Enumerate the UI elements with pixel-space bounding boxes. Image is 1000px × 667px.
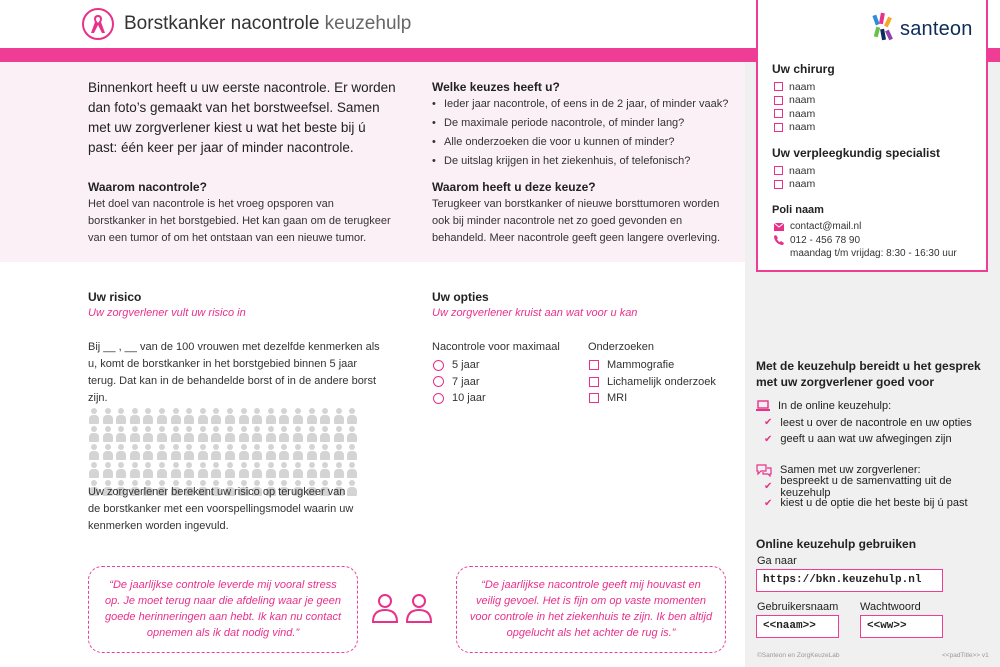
list-item: • Ieder jaar nacontrole, of eens in de 2 jaar, of minder vaak? <box>432 95 732 114</box>
surgeon-title: Uw chirurg <box>772 62 835 76</box>
santeon-logo: santeon <box>872 12 973 46</box>
password-field[interactable]: <<ww>> <box>860 615 943 638</box>
person-icon <box>197 462 209 478</box>
risk-subtitle: Uw zorgverlener vult uw risico in <box>88 307 246 319</box>
choices-title: Welke keuzes heeft u? <box>432 80 560 94</box>
risk-calc-text: Uw zorgverlener berekent uw risico op terugkeer van de borstkanker met een voorspellingsmodel waarin uw kenmerken worden ingevuld. <box>88 486 354 532</box>
person-icon <box>265 444 277 460</box>
exam-checkbox[interactable] <box>589 377 599 387</box>
person-icon <box>278 444 290 460</box>
duration-title: Nacontrole voor maximaal <box>432 341 560 353</box>
person-icon <box>265 408 277 424</box>
person-icon <box>306 408 318 424</box>
person-icon <box>333 408 345 424</box>
person-icon <box>129 462 141 478</box>
person-icon <box>156 408 168 424</box>
person-icon <box>88 444 100 460</box>
copyright: ©Santeon en ZorgKeuzeLab <box>757 652 840 659</box>
person-icon <box>224 426 236 442</box>
person-icon <box>224 408 236 424</box>
person-icon <box>142 426 154 442</box>
person-icon <box>170 462 182 478</box>
goto-label: Ga naar <box>757 555 797 567</box>
person-icon <box>197 426 209 442</box>
choices-list <box>432 95 732 171</box>
person-icon <box>265 462 277 478</box>
online-title: Online keuzehulp gebruiken <box>756 537 917 551</box>
why-choice-title: Waarom heeft u deze keuze? <box>432 180 596 194</box>
list-item: • De maximale periode nacontrole, of minder lang? <box>432 114 732 133</box>
surgeon-checkbox[interactable] <box>774 123 783 132</box>
person-icon <box>251 426 263 442</box>
person-icon <box>238 426 250 442</box>
duration-radio[interactable] <box>433 376 444 387</box>
person-icon <box>238 408 250 424</box>
person-icon <box>88 462 100 478</box>
person-icon <box>142 408 154 424</box>
person-icon <box>292 408 304 424</box>
exam-checkbox[interactable] <box>589 360 599 370</box>
person-icon <box>333 426 345 442</box>
person-icon <box>346 444 358 460</box>
person-icon <box>210 462 222 478</box>
person-icon <box>183 408 195 424</box>
why-followup-title: Waarom nacontrole? <box>88 180 207 194</box>
exam-options: Mammografie Lichamelijk onderzoek MRI <box>589 357 716 407</box>
person-icon <box>210 444 222 460</box>
list-item: • Alle onderzoeken die voor u kunnen of minder? <box>432 133 732 152</box>
poli-title: Poli naam <box>772 204 824 216</box>
version: <<padTitle>> v1 <box>942 652 989 659</box>
username-label: Gebruikersnaam <box>757 601 839 613</box>
phone-number: 012 - 456 78 90 <box>790 234 861 246</box>
mail-icon <box>774 223 784 231</box>
password-label: Wachtwoord <box>860 601 921 613</box>
person-icon <box>170 426 182 442</box>
exam-checkbox[interactable] <box>589 393 599 403</box>
why-choice-text: Terugkeer van borstkanker of nieuwe borsttumoren worden ook bij minder nacontrole net zo goed gevonden en behandeld. Meer nacontrole geeft geen langere overleving. <box>432 198 721 244</box>
surgeon-checkbox[interactable] <box>774 82 783 91</box>
person-right-icon <box>404 592 434 624</box>
intro-lead: Binnenkort heeft u uw eerste nacontrole. Er worden dan foto’s gemaakt van het borstweefsel. Samen met uw zorgverlener kiest u wat het beste bij ú past: één keer per jaar of minder nacontrole. <box>88 80 396 155</box>
ribbon-icon <box>82 8 114 40</box>
nurse-title: Uw verpleegkundig specialist <box>772 146 941 160</box>
duration-radio[interactable] <box>433 360 444 371</box>
person-icon <box>265 426 277 442</box>
nurse-checkbox[interactable] <box>774 180 783 189</box>
person-icon <box>210 408 222 424</box>
options-title: Uw opties <box>432 290 489 304</box>
person-icon <box>306 462 318 478</box>
surgeon-checkbox[interactable] <box>774 109 783 118</box>
prep-title: Met de keuzehulp bereidt u het gesprek met uw zorgverlener goed voor <box>756 359 981 389</box>
person-icon <box>142 462 154 478</box>
person-icon <box>278 462 290 478</box>
person-icon <box>115 444 127 460</box>
person-icon <box>129 408 141 424</box>
risk-text: Bij __ , __ van de 100 vrouwen met dezelfde kenmerken als u, komt de borstkanker in het borstgebied binnen 5 jaar terug. Dat kan in de behandelde borst of in de andere borst zijn. <box>88 341 380 404</box>
surgeon-list: naam naam naam naam <box>774 80 815 134</box>
person-icon <box>156 444 168 460</box>
options-subtitle: Uw zorgverlener kruist aan wat voor u kan <box>432 307 638 319</box>
quote-right: “De jaarlijkse nacontrole geeft mij houvast en veilig gevoel. Het is fijn om op vaste momenten voor controle in het ziekenhuis te zijn. Ik ben altijd opgelucht als het achter de rug is.” <box>456 566 726 653</box>
person-icon <box>238 462 250 478</box>
duration-options: 5 jaar 7 jaar 10 jaar <box>433 357 486 407</box>
person-icon <box>251 408 263 424</box>
person-icon <box>115 426 127 442</box>
person-icon <box>238 444 250 460</box>
person-icon <box>183 462 195 478</box>
chat-icon <box>756 463 772 477</box>
person-icon <box>88 408 100 424</box>
person-icon <box>102 444 114 460</box>
person-icon <box>292 462 304 478</box>
why-followup-text: Het doel van nacontrole is het vroeg opsporen van borstkanker in het borstgebied. Het kan gaan om de terugkeer van een tumor of om het ontstaan van een nieuwe tumor. <box>88 198 391 244</box>
person-icon <box>183 444 195 460</box>
person-icon <box>115 408 127 424</box>
person-icon <box>292 444 304 460</box>
surgeon-checkbox[interactable] <box>774 96 783 105</box>
prep-online: In de online keuzehulp: ✔ leest u over de nacontrole en uw opties ✔ geeft u aan wat uw afwegingen zijn <box>756 398 996 448</box>
person-icon <box>156 426 168 442</box>
person-icon <box>333 462 345 478</box>
person-icon <box>102 408 114 424</box>
prep-together: Samen met uw zorgverlener: ✔ bespreekt u de samenvatting uit de keuzehulp ✔ kiest u de optie die het beste bij ú past <box>756 462 996 512</box>
person-icon <box>346 408 358 424</box>
person-icon <box>102 462 114 478</box>
person-icon <box>156 462 168 478</box>
person-icon <box>319 408 331 424</box>
header <box>0 0 745 48</box>
person-icon <box>197 408 209 424</box>
person-icon <box>197 444 209 460</box>
person-icon <box>292 426 304 442</box>
check-icon: ✔ <box>764 497 773 509</box>
person-icon <box>306 444 318 460</box>
check-icon: ✔ <box>764 481 773 493</box>
exams-title: Onderzoeken <box>588 341 655 353</box>
person-icon <box>306 426 318 442</box>
person-icon <box>129 426 141 442</box>
person-icon <box>251 462 263 478</box>
person-icon <box>142 444 154 460</box>
person-icon <box>224 462 236 478</box>
person-icon <box>319 462 331 478</box>
person-icon <box>102 426 114 442</box>
person-icon <box>346 462 358 478</box>
person-icon <box>346 426 358 442</box>
person-icon <box>333 444 345 460</box>
person-icon <box>129 444 141 460</box>
person-icon <box>319 444 331 460</box>
duration-radio[interactable] <box>433 393 444 404</box>
nurse-checkbox[interactable] <box>774 166 783 175</box>
email-link[interactable]: contact@mail.nl <box>790 221 862 232</box>
person-icon <box>278 408 290 424</box>
person-icon <box>88 426 100 442</box>
person-icon <box>319 426 331 442</box>
person-icon <box>183 426 195 442</box>
person-icon <box>210 426 222 442</box>
laptop-icon <box>756 400 770 412</box>
username-field[interactable]: <<naam>> <box>756 615 839 638</box>
santeon-logo-mark-icon <box>872 12 896 46</box>
person-icon <box>170 444 182 460</box>
nurse-list: naam naam <box>774 164 815 191</box>
person-icon <box>115 462 127 478</box>
risk-title: Uw risico <box>88 290 142 304</box>
person-left-icon <box>370 592 400 624</box>
page-title: Borstkanker nacontrole keuzehulp <box>124 13 412 34</box>
list-item: • De uitslag krijgen in het ziekenhuis, of telefonisch? <box>432 152 732 171</box>
opening-hours: maandag t/m vrijdag: 8:30 - 16:30 uur <box>790 248 957 259</box>
phone-icon <box>774 235 784 245</box>
person-icon <box>278 426 290 442</box>
people-grid <box>88 408 360 496</box>
person-icon <box>224 444 236 460</box>
person-icon <box>251 444 263 460</box>
url-field[interactable]: https://bkn.keuzehulp.nl <box>756 569 943 592</box>
person-icon <box>170 408 182 424</box>
check-icon: ✔ <box>764 433 773 445</box>
quote-left: “De jaarlijkse controle leverde mij vooral stress op. Je moet terug naar die afdeling waar je geen goede herinneringen aan hebt. Ik kan nu contact opnemen als ik dat nodig vind.” <box>88 566 358 653</box>
poli-details <box>774 220 957 261</box>
check-icon: ✔ <box>764 417 773 429</box>
